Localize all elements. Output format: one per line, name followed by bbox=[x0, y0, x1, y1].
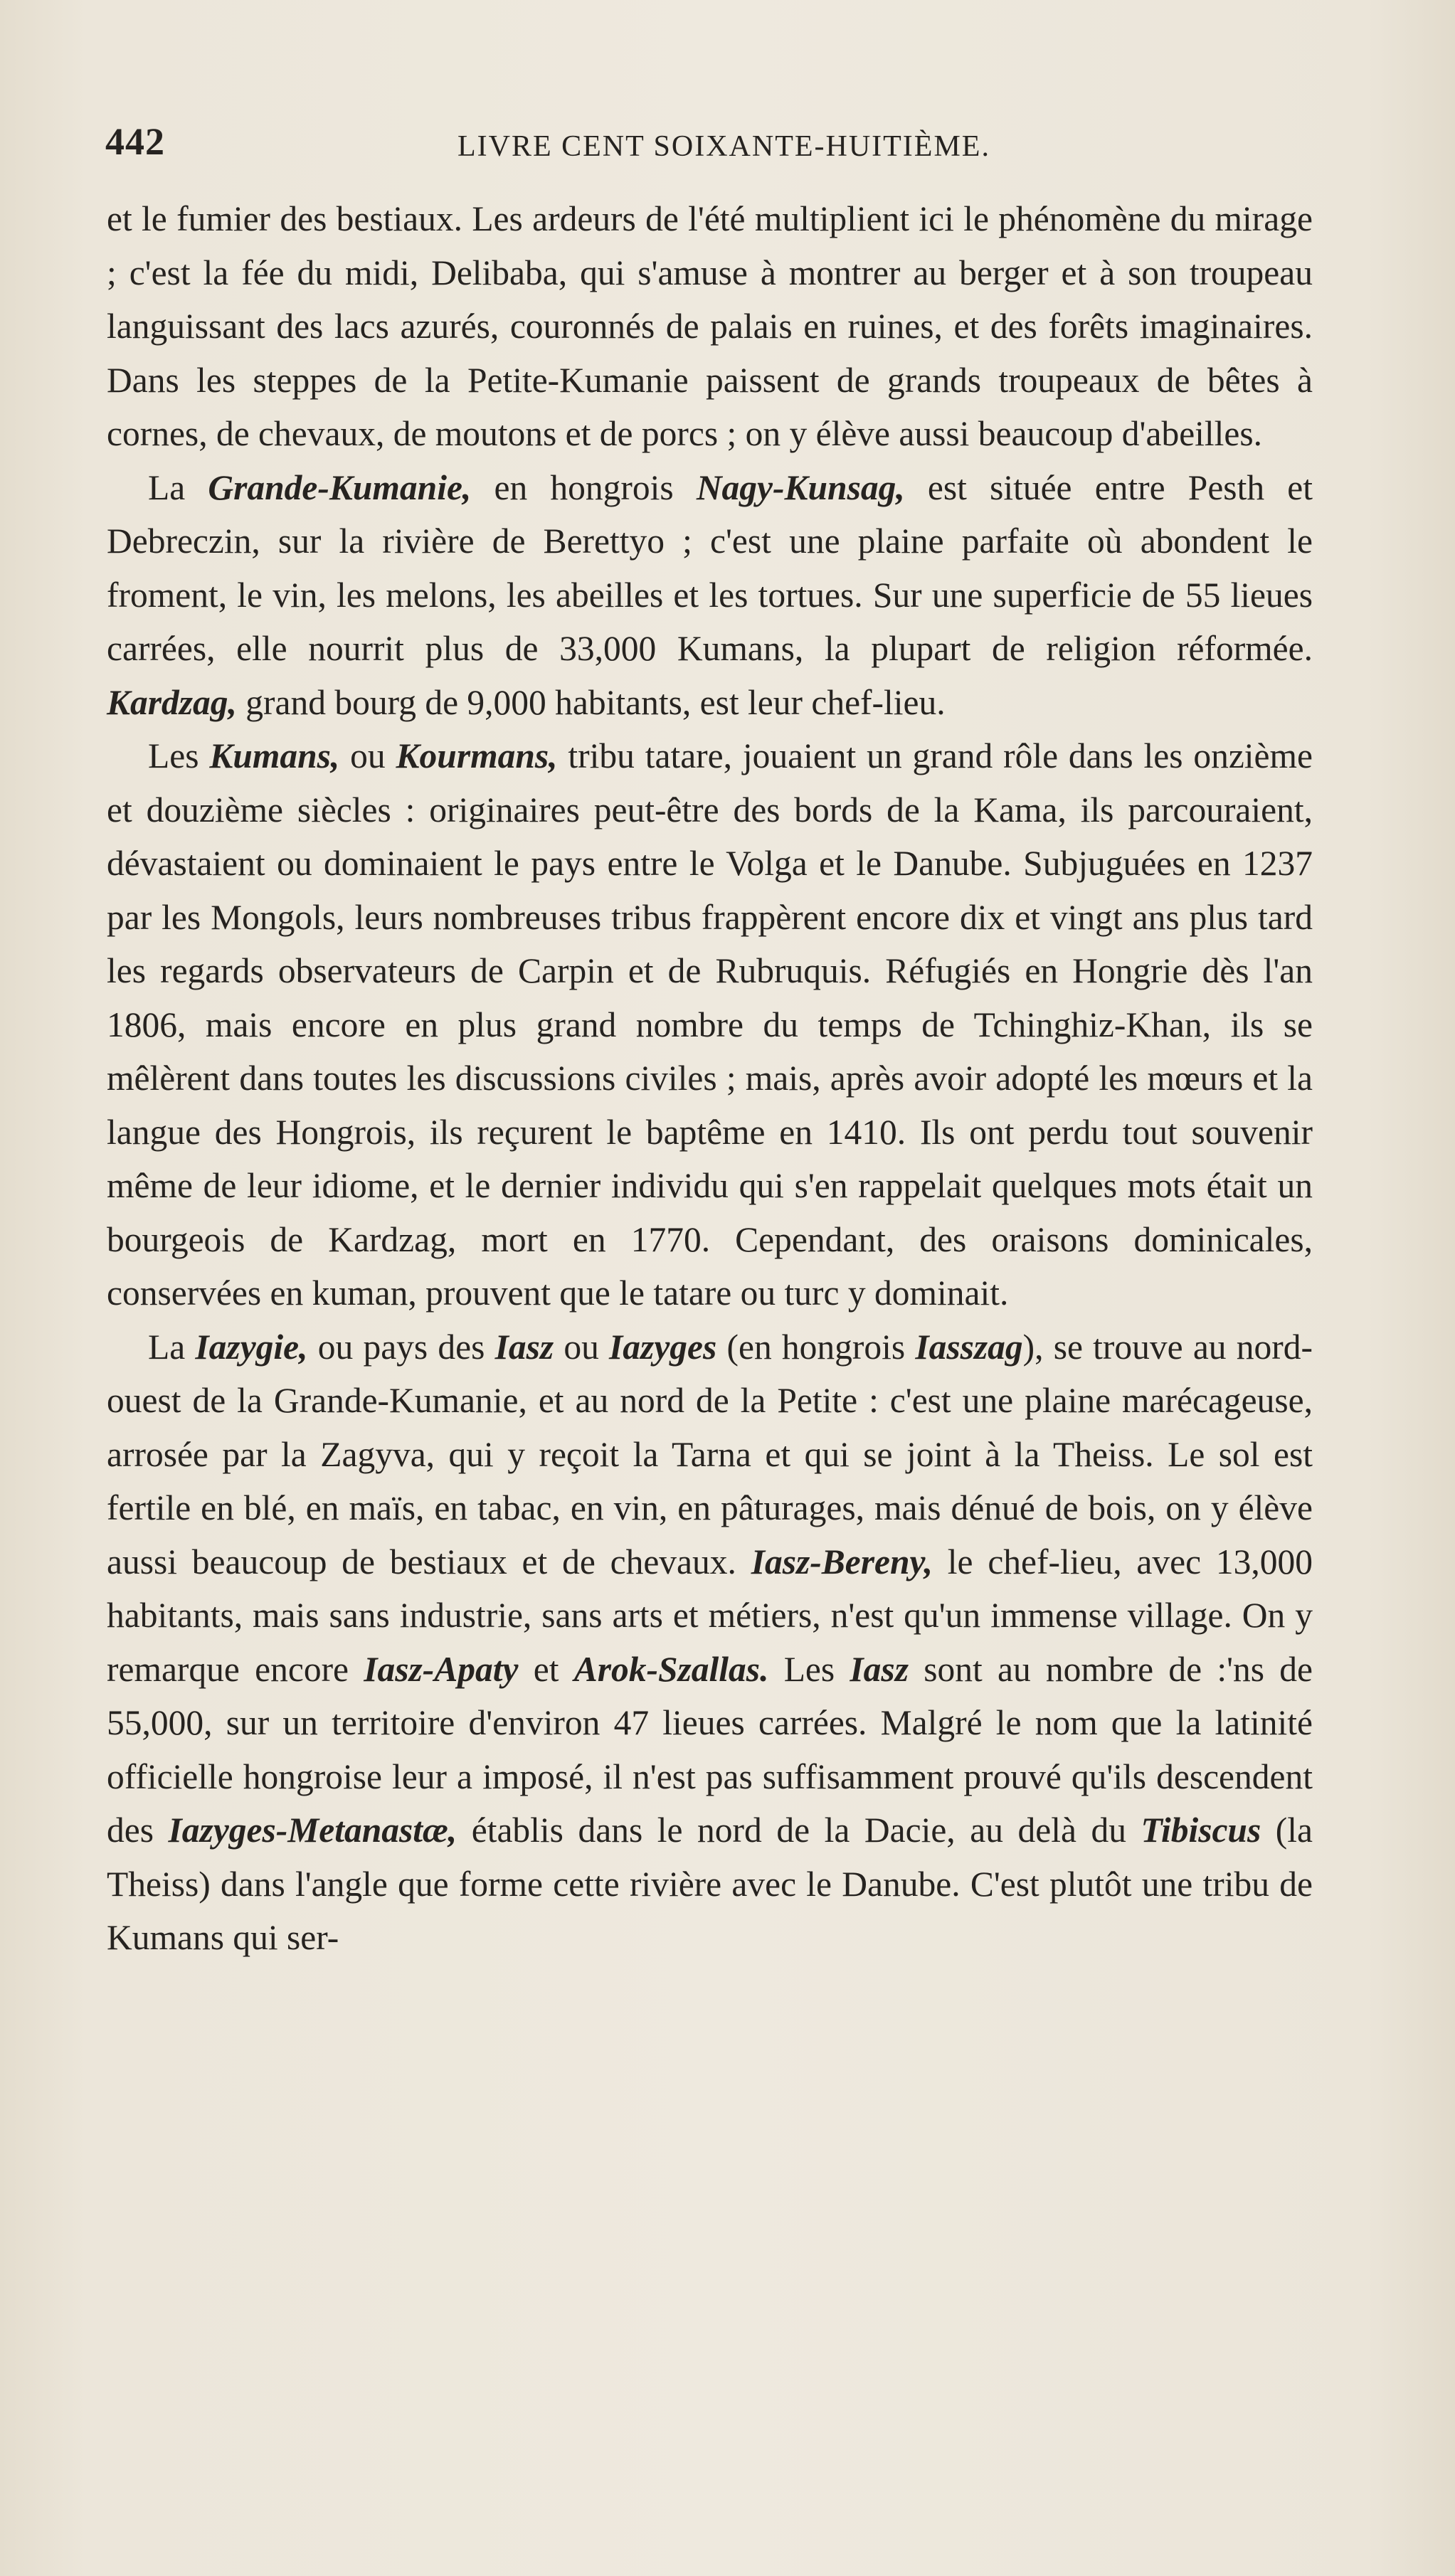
italic-term: Iasszag bbox=[915, 1327, 1023, 1367]
text-run: ), se trouve au nord-ouest de la Grande-Kumanie, et au nord de la Petite : c'est une plaine marécageuse, arrosée par la Zagyva, qui y reçoit la Tarna et qui se joint à la Theiss. Le sol est fertile en blé, en maïs, en tabac, en vin, en pâturages, mais dénué de bois, on y élève aussi beaucoup de bestiaux et de chevaux. bbox=[107, 1327, 1313, 1581]
italic-term: Tibiscus bbox=[1141, 1811, 1261, 1850]
text-run: le chef-lieu, avec 13,000 habitants, mais sans industrie, sans arts et métiers, n'est qu'un immense village. On y remarque encore bbox=[107, 1542, 1313, 1689]
italic-term: Kourmans, bbox=[396, 736, 558, 775]
italic-term: Nagy-Kunsag, bbox=[696, 467, 905, 507]
paragraph-4 bbox=[107, 1320, 1313, 1965]
italic-term: Iasz-Bereny, bbox=[751, 1542, 933, 1581]
text-run: ou pays des bbox=[307, 1327, 495, 1367]
italic-term: Iazyges bbox=[609, 1327, 717, 1367]
text-run: La bbox=[148, 467, 208, 507]
text-run: tribu tatare, jouaient un grand rôle dans les onzième et douzième siècles : originaires peut-être des bords de la Kama, ils parcouraient, dévastaient ou dominaient le pays entre le Volga et le Danube. Subjuguées en 1237 par les Mongols, leurs nombreuses tribus frappèrent encore dix et vingt ans plus tard les regards observateurs de Carpin et de Rubruquis. Réfugiés en Hongrie dès l'an 1806, mais encore en plus grand nombre du temps de Tchinghiz-Khan, ils se mêlèrent dans toutes les discussions civiles ; mais, après avoir adopté les mœurs et la langue des Hongrois, ils reçurent le baptême en 1410. Ils ont perdu tout souvenir même de leur idiome, et le dernier individu qui s'en rappelait quelques mots était un bourgeois de Kardzag, mort en 1770. Cependant, des oraisons dominicales, conservées en kuman, prouvent que le tatare ou turc y dominait. bbox=[107, 736, 1313, 1313]
text-run: sont au nombre de :'ns de 55,000, sur un territoire d'environ 47 lieues carrées. Malgré le nom que la latinité officielle hongroise leur a imposé, il n'est pas suffisamment prouvé qu'ils descendent des bbox=[107, 1649, 1313, 1850]
italic-term: Iazyges-Metanastæ, bbox=[168, 1811, 457, 1850]
page-header bbox=[105, 120, 1315, 169]
text-run: La bbox=[148, 1327, 196, 1367]
italic-term: Iazygie, bbox=[195, 1327, 308, 1367]
text-run: (en hongrois bbox=[716, 1327, 916, 1367]
italic-term: Iasz bbox=[494, 1327, 554, 1367]
text-run: en hongrois bbox=[471, 467, 697, 507]
text-run: Les bbox=[148, 736, 210, 775]
paragraph-1 bbox=[107, 192, 1313, 461]
text-run: ou bbox=[554, 1327, 610, 1367]
text-run: et bbox=[518, 1649, 574, 1689]
italic-term: Kardzag, bbox=[107, 682, 237, 722]
text-run: est située entre Pesth et Debreczin, sur la rivière de Berettyo ; c'est une plaine parfaite où abondent le froment, le vin, les melons, les abeilles et les tortues. Sur une superficie de 55 lieues carrées, elle nourrit plus de 33,000 Kumans, la plupart de religion réformée. bbox=[107, 467, 1313, 668]
paragraph-3 bbox=[107, 729, 1313, 1320]
text-run: et le fumier des bestiaux. Les ardeurs de l'été multiplient ici le phénomène du mirage ; c'est la fée du midi, Delibaba, qui s'amuse à montrer au berger et à son troupeau languissant des lacs azurés, couronnés de palais en ruines, et des forêts imaginaires. Dans les steppes de la Petite-Kumanie paissent de grands troupeaux de bêtes à cornes, de chevaux, de moutons et de porcs ; on y élève aussi beaucoup d'abeilles. bbox=[107, 199, 1313, 453]
page-number: 442 bbox=[105, 120, 165, 163]
italic-term: Kumans, bbox=[209, 736, 340, 775]
running-head: LIVRE CENT SOIXANTE-HUITIÈME. bbox=[457, 130, 990, 163]
text-run: établis dans le nord de la Dacie, au delà du bbox=[457, 1811, 1141, 1850]
italic-term: Arok-Szallas. bbox=[573, 1649, 769, 1689]
italic-term: Iasz bbox=[850, 1649, 909, 1689]
text-run: (la Theiss) dans l'angle que forme cette rivière avec le Danube. C'est plutôt une tribu de Kumans qui ser- bbox=[107, 1811, 1313, 1957]
text-run: ou bbox=[339, 736, 396, 775]
text-run: grand bourg de 9,000 habitants, est leur chef-lieu. bbox=[236, 682, 946, 722]
italic-term: Grande-Kumanie, bbox=[208, 467, 472, 507]
italic-term: Iasz-Apaty bbox=[364, 1649, 519, 1689]
text-run: Les bbox=[768, 1649, 850, 1689]
paragraph-2 bbox=[107, 461, 1313, 730]
body-text bbox=[107, 192, 1313, 1965]
